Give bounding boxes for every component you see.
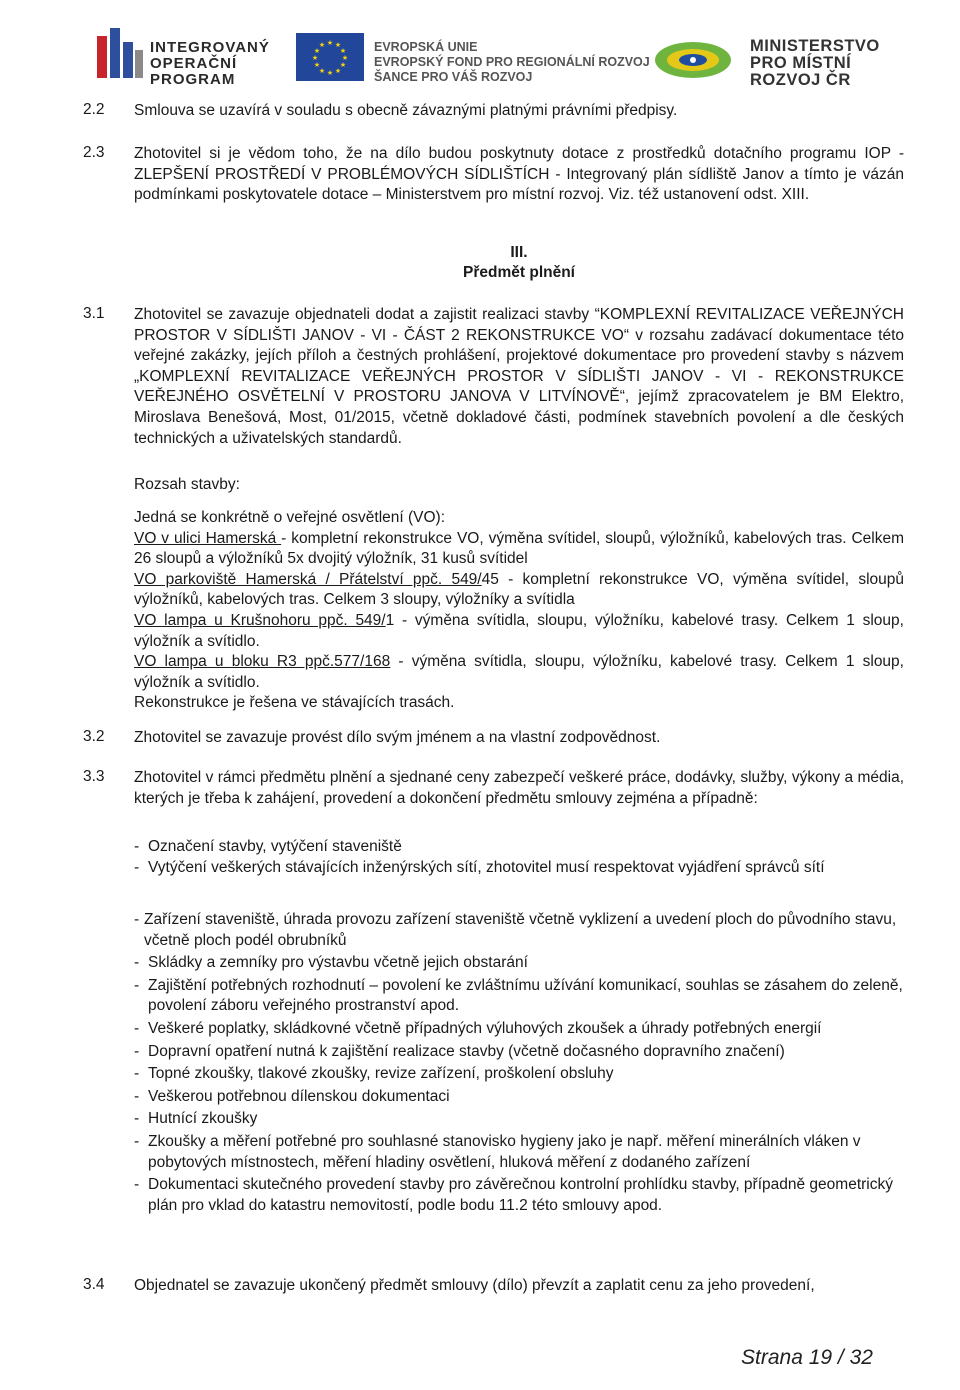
scope-item — [134, 529, 904, 570]
list-item: - Dopravní opatření nutná k zajištění realizace stavby (včetně dočasného dopravního značení) — [134, 1042, 785, 1060]
clause-number: 3.3 — [83, 768, 105, 785]
scope-item-desc: - kompletní rekonstrukce VO, výměna svítidel, sloupů, výložníků, kabelových tras. Celkem 26 sloupů a výložníků 5x dvojitý výložník, 31 kusů svítidel — [134, 529, 904, 568]
list-item: - Hutnící zkoušky — [134, 1110, 258, 1128]
clause-2-3-text: Zhotovitel si je vědom toho, že na dílo budou poskytnuty dotace z prostředků dotačního programu IOP - ZLEPŠENÍ PROSTŘEDÍ V PROBLÉMOVÝCH SÍDLIŠTÍCH - Integrovaný plán sídliště Janov a tímto je vázán podmínkami poskytovatele dotace – Ministerstvem pro místní rozvoj. Viz. též ustanovení odst. XIII. — [134, 145, 904, 204]
scope-item-title: VO lampa u Krušnohoru ppč. 549/ — [134, 611, 386, 629]
clause-3-4-text: Objednatel se zavazuje ukončený předmět smlouvy (dílo) převzít a zaplatit cenu za jeho provedení, — [134, 1277, 815, 1294]
scope-block — [134, 508, 904, 714]
svg-text:★: ★ — [313, 61, 321, 69]
svg-text:★: ★ — [334, 41, 342, 49]
eu-flag-icon — [296, 33, 364, 81]
svg-text:★: ★ — [326, 39, 334, 47]
list-item: - Veškeré poplatky, skládkovné včetně případných výluhových zkoušek a úhrady potřebných energií — [134, 1019, 822, 1037]
clause-number: 3.2 — [83, 728, 105, 745]
section-roman: III. — [510, 244, 528, 261]
scope-intro: Jedná se konkrétně o veřejné osvětlení (VO): — [134, 509, 446, 526]
scope-item — [134, 570, 904, 611]
list-item: - Zajištění potřebných rozhodnutí – povolení ke zvláštnímu užívání komunikací, souhlas se zásahem do zeleně, povolení záboru veřejného prostranství apod. — [134, 976, 903, 1015]
scope-item-desc: 1 - výměna svítidla, sloupu, výložníku, kabelové trasy. Celkem 1 sloup, výložník a svítidlo. — [134, 611, 904, 650]
page-number: Strana 19 / 32 — [741, 1346, 873, 1369]
list-item: - Dokumentaci skutečného provedení stavby pro závěrečnou kontrolní prohlídku stavby, případně geometrický plán pro vklad do katastru nemovitostí, podle bodu 11.2 této smlouvy apod. — [134, 1176, 893, 1214]
scope-item — [134, 611, 904, 652]
clause-number: 3.4 — [83, 1276, 105, 1293]
clause-3-1-text: Zhotovitel se zavazuje objednateli dodat a zajistit realizaci stavby “KOMPLEXNÍ REVITALIZACE VEŘEJNÝCH PROSTOR V SÍDLIŠTI JANOV - VI - ČÁST 2 REKONSTRUKCE VO“ v rozsahu zadávací dokumentace této veřejné zakázky, jejích příloh a čestných prohlášení, projektové dokumentace pro provedení stavby s názvem „KOMPLEXNÍ REVITALIZACE VEŘEJNÝCH PROSTOR V SÍDLIŠTI JANOV - VI - REKONSTRUKCE VEŘEJNÉHO OSVĚTELNÍ V PROSTORU JANOVA V LITVÍNOVĚ“, jejímž zpracovatelem je BM Elektro, Miroslava Benešová, Most, 01/2015, včetně dokladové části, podmínek stavebních povolení a dle českých technických a uživatelských standardů. — [134, 306, 904, 447]
scope-item — [134, 652, 904, 693]
svg-text:★: ★ — [318, 41, 326, 49]
svg-text:★: ★ — [318, 67, 326, 75]
list-item: - Vytýčení veškerých stávajících inženýrských sítí, zhotovitel musí respektovat vyjádření správců sítí — [134, 858, 825, 876]
clause-3-3-text: Zhotovitel v rámci předmětu plnění a sjednané ceny zabezpečí veškeré práce, dodávky, služby, výkony a média, kterých je třeba k zahájení, provedení a dokončení předmětu smlouvy zejména a případně: — [134, 769, 904, 807]
eu-logo-text: EVROPSKÁ UNIE EVROPSKÝ FOND PRO REGIONÁLNÍ ROZVOJ ŠANCE PRO VÁŠ ROZVOJ — [374, 40, 650, 84]
clause-2-2-text: Smlouva se uzavírá v souladu s obecně závaznými platnými právními předpisy. — [134, 102, 678, 119]
svg-text:★: ★ — [339, 47, 347, 55]
iop-logo-icon — [97, 28, 143, 78]
clause-3-2-text: Zhotovitel se zavazuje provést dílo svým jménem a na vlastní zodpovědnost. — [134, 729, 661, 746]
svg-text:★: ★ — [311, 54, 319, 62]
iop-logo-text: INTEGROVANÝ OPERAČNÍ PROGRAM — [150, 39, 270, 88]
list-item: - Označení stavby, vytýčení staveniště — [134, 838, 402, 855]
svg-text:★: ★ — [341, 54, 349, 62]
svg-text:★: ★ — [339, 61, 347, 69]
list-item: - Topné zkoušky, tlakové zkoušky, revize zařízení, proškolení obsluhy — [134, 1065, 614, 1083]
svg-text:★: ★ — [334, 67, 342, 75]
svg-text:★: ★ — [313, 47, 321, 55]
list-item: - Zařízení staveniště, úhrada provozu zařízení staveniště včetně vyklizení a uvedení ploch do původního stavu, včetně ploch podél obrubníků — [134, 911, 897, 949]
scope-label: Rozsah stavby: — [134, 476, 240, 493]
scope-item-desc: 45 - kompletní rekonstrukce VO, výměna svítidel, sloupů výložníků, kabelových tras. Celkem 3 sloupy, výložníky a svítidla — [134, 570, 904, 609]
list-item: - Veškerou potřebnou dílenskou dokumentaci — [134, 1087, 450, 1105]
list-item: - Skládky a zemníky pro výstavbu včetně jejich obstarání — [134, 954, 528, 972]
svg-text:★: ★ — [326, 69, 334, 77]
scope-item-title: VO parkoviště Hamerská / Přátelství ppč. 549/ — [134, 570, 482, 588]
clause-number: 2.2 — [83, 101, 105, 118]
scope-closing: Rekonstrukce je řešena ve stávajících trasách. — [134, 694, 455, 712]
mmr-logo-icon — [653, 34, 733, 82]
clause-number: 3.1 — [83, 305, 105, 322]
section-title: Předmět plnění — [463, 264, 575, 281]
works-list-a — [134, 837, 904, 878]
scope-item-title: VO v ulici Hamerská — [134, 529, 282, 547]
mmr-logo-text: MINISTERSTVO PRO MÍSTNÍ ROZVOJ ČR — [750, 37, 880, 89]
clause-number: 2.3 — [83, 144, 105, 161]
list-item: - Zkoušky a měření potřebné pro souhlasné stanovisko hygieny jako je např. měření minerálních vláken v pobytových místnostech, měření hladiny osvětlení, hluková měření z dodaného zařízení — [134, 1132, 861, 1171]
scope-item-desc: - výměna svítidla, sloupu, výložníku, kabelové trasy. Celkem 1 sloup, výložník a svítidlo. — [134, 653, 904, 691]
scope-item-title: VO lampa u bloku R3 ppč.577/168 — [134, 653, 391, 671]
works-list-b — [134, 910, 904, 1218]
